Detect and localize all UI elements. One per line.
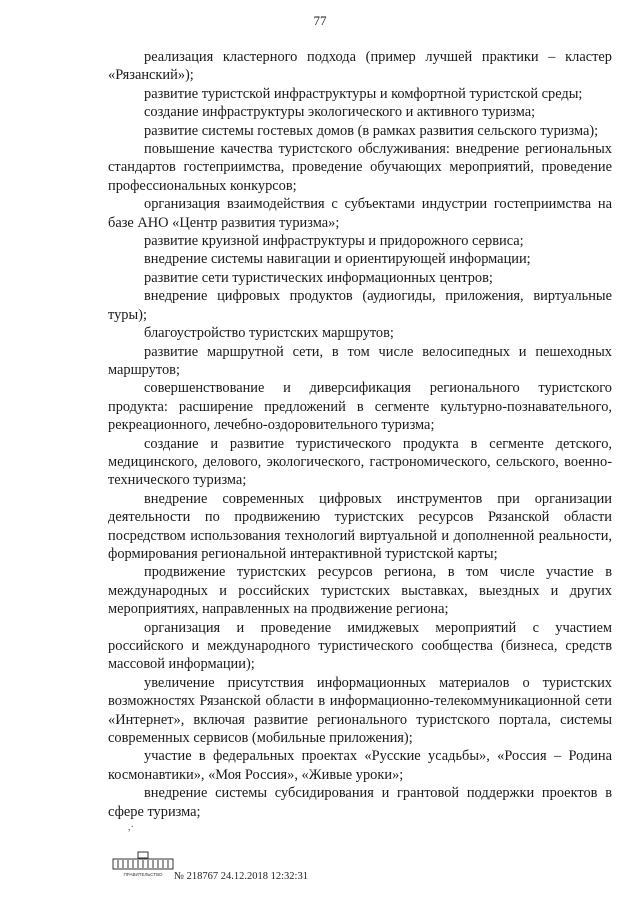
list-item: внедрение системы субсидирования и грантовой поддержки проектов в сфере туризма; xyxy=(108,785,612,820)
list-item: продвижение туристских ресурсов региона, в том числе участие в международных и российских туристских выставках, выездных и других мероприятиях, направленных на продвижение региона; xyxy=(108,564,612,618)
list-item: развитие туристской инфраструктуры и комфортной туристской среды; xyxy=(144,85,583,102)
page-number: 77 xyxy=(313,13,327,28)
svg-text:ПРАВИТЕЛЬСТВО: ПРАВИТЕЛЬСТВО xyxy=(123,872,163,877)
list-item: развитие системы гостевых домов (в рамках развития сельского туризма); xyxy=(144,122,599,139)
list-item: повышение качества туристского обслуживания: внедрение региональных стандартов гостеприимства, проведение обучающих мероприятий, проведение профессиональных конкурсов; xyxy=(108,141,612,194)
list-item: создание и развитие туристического продукта в сегменте детского, медицинского, делового, экологического, гастрономического, сельского, военно-технического туризма; xyxy=(108,435,612,489)
document-body xyxy=(108,48,612,821)
registration-stamp: № 218767 24.12.2018 12:32:31 xyxy=(174,871,308,882)
list-item: увеличение присутствия информационных материалов о туристских возможностях Рязанской области в информационно-телекоммуникационной сети «Интернет», включая развитие регионального туристского портала, системы современных сервисов (мобильные приложения); xyxy=(108,674,612,747)
list-item: совершенствование и диверсификация регионального туристского продукта: расширение предложений в сегменте культурно-познавательного, рекреационного, лечебно-оздоровительного туризма; xyxy=(108,380,612,434)
list-item: создание инфраструктуры экологического и активного туризма; xyxy=(144,104,536,121)
list-item: благоустройство туристских маршрутов; xyxy=(144,325,394,342)
list-item: организация и проведение имиджевых мероприятий с участием российского и международного туристического сообщества (бизнеса, средств массовой информации); xyxy=(108,619,612,673)
list-item: участие в федеральных проектах «Русские усадьбы», «Россия – Родина космонавтики», «Моя Россия», «Живые уроки»; xyxy=(108,748,612,783)
list-item: организация взаимодействия с субъектами индустрии гостеприимства на базе АНО «Центр развития туризма»; xyxy=(108,196,612,231)
list-item: реализация кластерного подхода (пример лучшей практики – кластер «Рязанский»); xyxy=(108,49,612,84)
list-item: развитие маршрутной сети, в том числе велосипедных и пешеходных маршрутов; xyxy=(108,343,612,378)
document-footer xyxy=(112,840,412,890)
list-item: развитие сети туристических информационных центров; xyxy=(144,269,493,286)
list-item: развитие круизной инфраструктуры и придорожного сервиса; xyxy=(144,233,524,250)
list-item: внедрение системы навигации и ориентирующей информации; xyxy=(144,251,531,268)
list-item: внедрение современных цифровых инструментов при организации деятельности по продвижению туристских ресурсов Рязанской области посредством использования технологий виртуальной и дополненной реальности, формирования региональной интерактивной туристской карты; xyxy=(108,490,612,562)
scan-mark: ,· xyxy=(128,822,134,833)
list-item: внедрение цифровых продуктов (аудиогиды, приложения, виртуальные туры); xyxy=(108,288,612,323)
government-logo-icon xyxy=(112,850,174,878)
